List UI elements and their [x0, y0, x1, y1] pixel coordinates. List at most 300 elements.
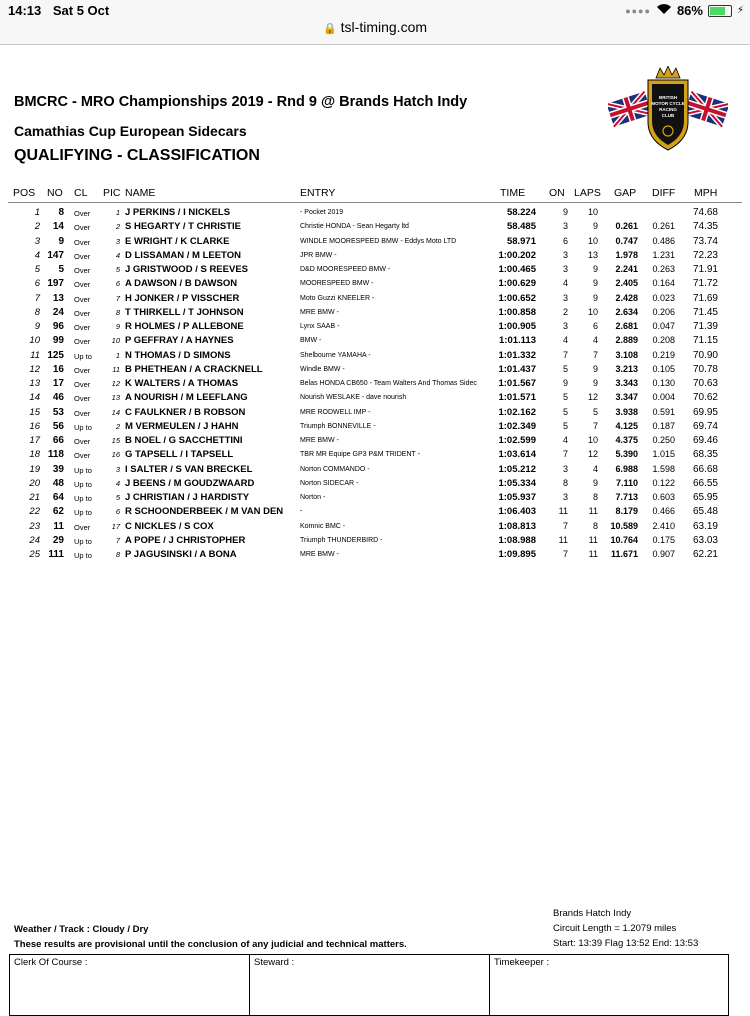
- cell-entry: - Pocket 2019: [300, 209, 344, 216]
- cell-pic: 4: [115, 478, 120, 488]
- cell-laps: 8: [592, 492, 598, 502]
- cell-pic: 13: [111, 393, 120, 403]
- cell-pic: 7: [115, 293, 120, 303]
- cell-laps: 10: [587, 235, 598, 246]
- cell-diff: 0.187: [652, 420, 675, 431]
- cell-laps: 11: [588, 506, 598, 517]
- cell-name: R SCHOONDERBEEK / M VAN DEN: [125, 506, 284, 518]
- cell-entry: Nourish WESLAKE - dave nourish: [300, 394, 407, 402]
- cell-no: 118: [47, 449, 64, 461]
- cell-name: B NOEL / G SACCHETTINI: [125, 435, 243, 446]
- cell-pic: 15: [111, 436, 120, 445]
- cell-name: A NOURISH / M LEEFLANG: [125, 392, 248, 404]
- cell-pic: 6: [115, 279, 120, 289]
- cell-mph: 74.68: [692, 207, 718, 218]
- logo-text-2: MOTOR CYCLE: [651, 101, 685, 106]
- class-title: Camathias Cup European Sidecars: [14, 123, 247, 139]
- cell-diff: 0.603: [652, 492, 675, 502]
- cell-pic: 11: [112, 364, 120, 374]
- cell-no: 9: [58, 235, 64, 247]
- circuit-length: Circuit Length = 1.2079 miles: [553, 923, 677, 934]
- circuit-name: Brands Hatch Indy: [553, 908, 632, 919]
- cell-name: S HEGARTY / T CHRISTIE: [125, 221, 241, 233]
- table-row: [0, 377, 750, 391]
- cell-diff: 0.047: [652, 321, 675, 331]
- cell-on: 11: [558, 506, 568, 517]
- cell-pos: 7: [34, 292, 40, 304]
- col-cl: CL: [74, 187, 88, 199]
- col-laps: LAPS: [574, 187, 601, 199]
- col-no: NO: [47, 187, 63, 199]
- cell-cl: Up to: [74, 508, 92, 518]
- col-pic: PIC: [103, 187, 121, 199]
- table-row: [0, 491, 750, 505]
- cell-pos: 15: [29, 406, 40, 418]
- cell-pic: 8: [115, 550, 120, 559]
- cell-laps: 12: [587, 449, 598, 460]
- cell-name: N THOMAS / D SIMONS: [125, 349, 231, 361]
- cell-no: 48: [52, 477, 64, 489]
- cell-time: 1:03.614: [498, 449, 536, 461]
- cell-mph: 70.78: [692, 363, 718, 375]
- cell-entry: MRE BMW -: [300, 551, 339, 558]
- cell-no: 66: [52, 435, 64, 446]
- cell-cl: Over: [74, 294, 91, 304]
- cell-pos: 13: [29, 378, 40, 389]
- cell-name: J GRISTWOOD / S REEVES: [125, 264, 248, 275]
- signal-icon: ●●●●: [625, 5, 651, 16]
- table-row: [0, 277, 750, 291]
- cell-on: 3: [562, 264, 568, 274]
- cell-cl: Over: [74, 437, 91, 446]
- cell-gap: 2.681: [615, 321, 638, 331]
- cell-time: 1:00.202: [498, 249, 536, 261]
- table-row: [0, 534, 750, 548]
- cell-name: C NICKLES / S COX: [125, 520, 214, 532]
- session-times: Start: 13:39 Flag 13:52 End: 13:53: [553, 938, 699, 949]
- cell-name: I SALTER / S VAN BRECKEL: [125, 463, 253, 475]
- cell-pos: 9: [34, 321, 40, 332]
- table-row: [0, 220, 750, 234]
- cell-no: 125: [47, 349, 64, 361]
- cell-time: 1:00.905: [498, 321, 536, 332]
- table-row: [0, 306, 750, 320]
- provisional-notice: These results are provisional until the conclusion of any judicial and technical matters.: [14, 939, 407, 950]
- cell-cl: Over: [74, 266, 91, 275]
- cell-gap: 4.375: [615, 435, 638, 445]
- cell-cl: Over: [74, 451, 91, 461]
- cell-diff: 0.206: [652, 306, 675, 317]
- cell-pic: 3: [115, 236, 120, 246]
- status-bar-right: [625, 3, 744, 18]
- cell-time: 1:05.334: [498, 477, 536, 489]
- cell-time: 1:08.813: [498, 520, 536, 532]
- cell-diff: 0.175: [652, 534, 675, 545]
- table-row: [0, 420, 750, 434]
- cell-diff: 0.219: [652, 349, 675, 360]
- cell-laps: 11: [588, 534, 598, 545]
- col-on: ON: [549, 187, 565, 199]
- cell-laps: 4: [592, 463, 598, 474]
- cell-gap: 2.889: [615, 335, 638, 346]
- cell-no: 99: [52, 335, 64, 347]
- cell-on: 6: [562, 235, 568, 246]
- cell-mph: 74.35: [692, 221, 718, 233]
- cell-entry: Shelbourne YAMAHA -: [300, 351, 371, 359]
- cell-no: 147: [47, 249, 64, 261]
- status-date: Sat 5 Oct: [52, 3, 110, 18]
- col-gap: GAP: [614, 187, 637, 199]
- cell-mph: 66.68: [692, 463, 718, 475]
- cell-gap: 0.747: [615, 235, 638, 246]
- cell-pos: 21: [29, 492, 40, 503]
- cell-time: 1:02.162: [498, 406, 536, 418]
- cell-mph: 72.23: [692, 249, 718, 261]
- cell-mph: 63.03: [692, 534, 718, 546]
- cell-cl: Over: [74, 380, 91, 389]
- cell-diff: 0.023: [652, 292, 675, 303]
- cell-mph: 65.95: [692, 492, 718, 503]
- circuit-info: [553, 906, 698, 951]
- table-row: [0, 292, 750, 306]
- cell-no: 13: [52, 292, 64, 304]
- cell-pos: 19: [29, 463, 40, 475]
- cell-pos: 5: [34, 264, 40, 275]
- signature-box: [9, 954, 729, 1016]
- cell-no: 96: [52, 321, 64, 332]
- cell-diff: 2.410: [652, 520, 675, 531]
- table-row: [0, 349, 750, 363]
- cell-laps: 9: [592, 292, 598, 303]
- cell-pos: 8: [34, 306, 40, 318]
- cell-on: 7: [562, 349, 568, 360]
- cell-pic: 2: [115, 421, 120, 431]
- cell-mph: 71.69: [692, 292, 718, 304]
- cell-no: 111: [48, 549, 64, 560]
- cell-gap: 7.110: [615, 477, 638, 488]
- cell-laps: 10: [587, 435, 598, 445]
- address-bar[interactable]: [0, 19, 750, 35]
- cell-laps: 10: [587, 207, 598, 217]
- table-row: [0, 320, 750, 334]
- cell-entry: Windle BMW -: [300, 365, 345, 373]
- cell-mph: 68.35: [692, 449, 718, 461]
- cell-name: J CHRISTIAN / J HARDISTY: [125, 492, 250, 503]
- cell-mph: 63.19: [692, 520, 718, 532]
- wifi-icon: [656, 3, 672, 18]
- cell-pic: 4: [115, 250, 120, 260]
- cell-mph: 69.46: [692, 435, 718, 446]
- cell-laps: 9: [592, 221, 598, 232]
- cell-on: 4: [562, 435, 568, 445]
- cell-diff: 0.105: [652, 363, 675, 374]
- cell-entry: Komnic BMC -: [300, 522, 346, 530]
- cell-pos: 16: [29, 420, 40, 432]
- cell-entry: -: [300, 508, 303, 516]
- table-row: [0, 406, 750, 420]
- cell-diff: 0.263: [652, 264, 675, 274]
- cell-gap: 3.347: [615, 392, 638, 403]
- cell-diff: 0.208: [652, 335, 675, 346]
- cell-mph: 73.74: [692, 235, 718, 247]
- cell-laps: 10: [587, 306, 598, 317]
- cell-diff: 0.261: [652, 221, 675, 232]
- cell-no: 56: [52, 420, 64, 432]
- table-row: [0, 463, 750, 477]
- cell-pos: 23: [29, 520, 40, 532]
- cell-time: 1:08.988: [498, 534, 536, 546]
- url-text: tsl-timing.com: [340, 19, 428, 35]
- cell-pic: 14: [111, 407, 120, 417]
- cell-name: T THIRKELL / T JOHNSON: [125, 306, 244, 318]
- cell-gap: 2.428: [615, 292, 638, 303]
- cell-no: 16: [52, 363, 64, 375]
- cell-diff: 0.907: [652, 549, 675, 559]
- cell-entry: MRE BMW -: [300, 308, 339, 316]
- cell-laps: 9: [592, 363, 598, 374]
- cell-diff: 0.130: [652, 378, 675, 388]
- cell-name: K WALTERS / A THOMAS: [125, 378, 239, 389]
- cell-entry: WINDLE MOORESPEED BMW - Eddys Moto LTD: [300, 237, 457, 245]
- table-row: [0, 448, 750, 462]
- status-bar-left: [8, 3, 117, 18]
- cell-name: M VERMEULEN / J HAHN: [125, 420, 239, 432]
- cell-laps: 9: [592, 278, 598, 289]
- table-row: [0, 477, 750, 491]
- cell-gap: 10.589: [610, 520, 638, 531]
- cell-name: G TAPSELL / I TAPSELL: [125, 449, 234, 461]
- table-row: [0, 249, 750, 263]
- cell-laps: 12: [587, 392, 598, 403]
- cell-time: 1:00.465: [498, 264, 536, 275]
- cell-cl: Over: [74, 323, 91, 332]
- cell-laps: 13: [587, 249, 598, 260]
- cell-time: 1:09.895: [498, 549, 536, 560]
- cell-entry: Triumph BONNEVILLE -: [300, 422, 376, 430]
- cell-laps: 5: [592, 406, 598, 417]
- cell-mph: 70.62: [692, 392, 718, 404]
- cell-pic: 10: [111, 336, 120, 346]
- cell-gap: 0.261: [615, 221, 638, 232]
- cell-mph: 65.48: [692, 506, 718, 518]
- cell-diff: 0.122: [652, 477, 675, 488]
- cell-time: 1:02.349: [498, 420, 536, 432]
- cell-on: 9: [562, 378, 568, 388]
- status-time: 14:13: [8, 3, 42, 18]
- cell-gap: 2.241: [615, 264, 638, 274]
- cell-time: 58.485: [506, 221, 536, 233]
- cell-on: 7: [562, 449, 568, 460]
- session-title: QUALIFYING - CLASSIFICATION: [14, 147, 260, 164]
- cell-on: 4: [562, 278, 568, 289]
- cell-pos: 11: [30, 349, 40, 361]
- cell-mph: 71.39: [692, 321, 718, 332]
- cell-no: 24: [52, 306, 64, 318]
- cell-time: 1:01.437: [498, 363, 536, 375]
- cell-entry: MRE RODWELL IMP -: [300, 408, 371, 416]
- cell-no: 17: [52, 378, 64, 389]
- cell-mph: 71.45: [692, 306, 718, 318]
- cell-laps: 6: [592, 321, 598, 331]
- cell-pos: 4: [34, 249, 40, 261]
- cell-laps: 8: [592, 520, 598, 531]
- cell-laps: 9: [592, 477, 598, 488]
- cell-on: 3: [562, 492, 568, 502]
- cell-mph: 69.74: [692, 420, 718, 432]
- cell-entry: TBR MR Equipe GP3 P&M TRIDENT -: [300, 451, 420, 459]
- timekeeper-signature: Timekeeper :: [494, 957, 550, 968]
- cell-entry: MRE BMW -: [300, 437, 339, 444]
- cell-time: 1:05.937: [498, 492, 536, 503]
- cell-name: R HOLMES / P ALLEBONE: [125, 321, 244, 332]
- cell-gap: 6.988: [615, 463, 638, 474]
- cell-diff: 1.015: [652, 449, 675, 460]
- cell-pic: 2: [115, 222, 120, 232]
- cell-entry: Christie HONDA - Sean Hegarty ltd: [300, 223, 409, 231]
- cell-gap: 2.405: [615, 278, 638, 289]
- cell-entry: MOORESPEED BMW -: [300, 280, 374, 288]
- cell-mph: 62.21: [692, 549, 718, 560]
- table-row: [0, 334, 750, 348]
- cell-diff: 0.486: [652, 235, 675, 246]
- table-row: [0, 363, 750, 377]
- cell-pic: 9: [115, 322, 120, 331]
- col-pos: POS: [13, 187, 36, 199]
- cell-pic: 1: [115, 208, 120, 217]
- cell-entry: Norton -: [300, 494, 326, 501]
- cell-entry: Norton SIDECAR -: [300, 479, 359, 487]
- cell-cl: Over: [74, 408, 91, 418]
- battery-percent: 86%: [676, 3, 703, 18]
- cell-pos: 10: [29, 335, 40, 347]
- browser-chrome: [0, 0, 750, 45]
- table-row: [0, 263, 750, 277]
- cell-time: 58.971: [506, 235, 536, 247]
- cell-name: P GEFFRAY / A HAYNES: [125, 335, 234, 347]
- cell-diff: 0.164: [652, 278, 675, 289]
- cell-on: 5: [562, 420, 568, 431]
- charging-icon: ⚡: [736, 5, 744, 16]
- cell-laps: 9: [592, 378, 598, 388]
- cell-pic: 5: [115, 265, 120, 274]
- cell-entry: Triumph THUNDERBIRD -: [300, 536, 383, 544]
- cell-on: 4: [562, 335, 568, 346]
- cell-pic: 5: [115, 493, 120, 502]
- cell-name: J BEENS / M GOUDZWAARD: [125, 477, 255, 489]
- cell-mph: 71.91: [692, 264, 718, 275]
- cell-diff: 0.004: [652, 392, 675, 403]
- cell-cl: Up to: [74, 551, 92, 560]
- cell-on: 5: [562, 406, 568, 417]
- cell-on: 11: [558, 534, 568, 545]
- cell-no: 8: [58, 207, 64, 218]
- cell-pos: 25: [29, 549, 40, 560]
- cell-name: A DAWSON / B DAWSON: [125, 278, 238, 290]
- cell-name: J PERKINS / I NICKELS: [125, 207, 231, 218]
- cell-entry: Moto Guzzi KNEELER -: [300, 294, 375, 302]
- cell-pic: 8: [115, 307, 120, 317]
- cell-laps: 9: [592, 264, 598, 274]
- cell-time: 1:06.403: [498, 506, 536, 518]
- logo-text-1: BRITISH: [659, 95, 677, 100]
- cell-on: 5: [562, 392, 568, 403]
- table-row: [0, 520, 750, 534]
- cell-time: 1:01.571: [498, 392, 536, 404]
- cell-pos: 14: [29, 392, 40, 404]
- cell-diff: 0.250: [652, 435, 675, 445]
- cell-time: 1:05.212: [498, 463, 536, 475]
- cell-pos: 24: [29, 534, 40, 546]
- cell-no: 5: [58, 264, 64, 275]
- cell-diff: 0.591: [652, 406, 675, 417]
- cell-gap: 3.213: [615, 363, 638, 374]
- cell-entry: JPR BMW -: [300, 251, 337, 259]
- cell-cl: Up to: [74, 494, 92, 503]
- cell-pos: 17: [29, 435, 40, 446]
- header-divider: [8, 202, 742, 203]
- steward-signature: Steward :: [250, 955, 490, 1015]
- cell-cl: Over: [74, 209, 91, 218]
- cell-on: 7: [562, 549, 568, 559]
- cell-no: 14: [52, 221, 64, 233]
- cell-pos: 6: [34, 278, 40, 290]
- cell-no: 46: [52, 392, 64, 404]
- cell-on: 3: [562, 463, 568, 474]
- cell-cl: Up to: [74, 422, 92, 432]
- cell-cl: Over: [74, 223, 91, 233]
- cell-on: 5: [562, 363, 568, 374]
- cell-on: 8: [562, 477, 568, 488]
- cell-on: 3: [562, 249, 568, 260]
- cell-entry: Belas HONDA CB650 - Team Walters And Thomas Sidec: [300, 380, 477, 387]
- cell-pic: 6: [115, 507, 120, 517]
- cell-pos: 20: [29, 477, 40, 489]
- col-name: NAME: [125, 187, 156, 199]
- cell-name: H JONKER / P VISSCHER: [125, 292, 240, 304]
- cell-pos: 22: [29, 506, 40, 518]
- cell-time: 1:01.332: [498, 349, 536, 361]
- cell-cl: Over: [74, 237, 91, 247]
- cell-mph: 66.55: [692, 477, 718, 489]
- cell-cl: Over: [74, 251, 91, 261]
- page-title: BMCRC - MRO Championships 2019 - Rnd 9 @ Brands Hatch Indy: [14, 94, 468, 110]
- cell-no: 197: [47, 278, 64, 290]
- cell-on: 3: [562, 221, 568, 232]
- cell-cl: Over: [74, 337, 91, 347]
- col-diff: DIFF: [652, 187, 676, 199]
- cell-cl: Up to: [74, 536, 92, 546]
- cell-mph: 71.15: [692, 335, 718, 347]
- cell-pos: 18: [29, 449, 40, 461]
- cell-name: A POPE / J CHRISTOPHER: [125, 534, 246, 546]
- cell-cl: Up to: [74, 479, 92, 489]
- cell-gap: 8.179: [615, 506, 638, 517]
- cell-laps: 7: [592, 349, 598, 360]
- cell-pic: 17: [111, 521, 120, 531]
- cell-pic: 7: [115, 535, 120, 545]
- cell-laps: 7: [592, 420, 598, 431]
- table-row: [0, 235, 750, 249]
- cell-time: 1:02.599: [498, 435, 536, 446]
- cell-pos: 12: [29, 363, 40, 375]
- cell-pic: 1: [115, 350, 120, 360]
- cell-time: 1:01.567: [498, 378, 536, 389]
- cell-entry: D&D MOORESPEED BMW -: [300, 266, 391, 273]
- cell-gap: 11.671: [610, 549, 638, 559]
- cell-cl: Over: [74, 280, 91, 290]
- cell-pic: 12: [111, 379, 120, 388]
- cell-time: 1:01.113: [499, 335, 536, 347]
